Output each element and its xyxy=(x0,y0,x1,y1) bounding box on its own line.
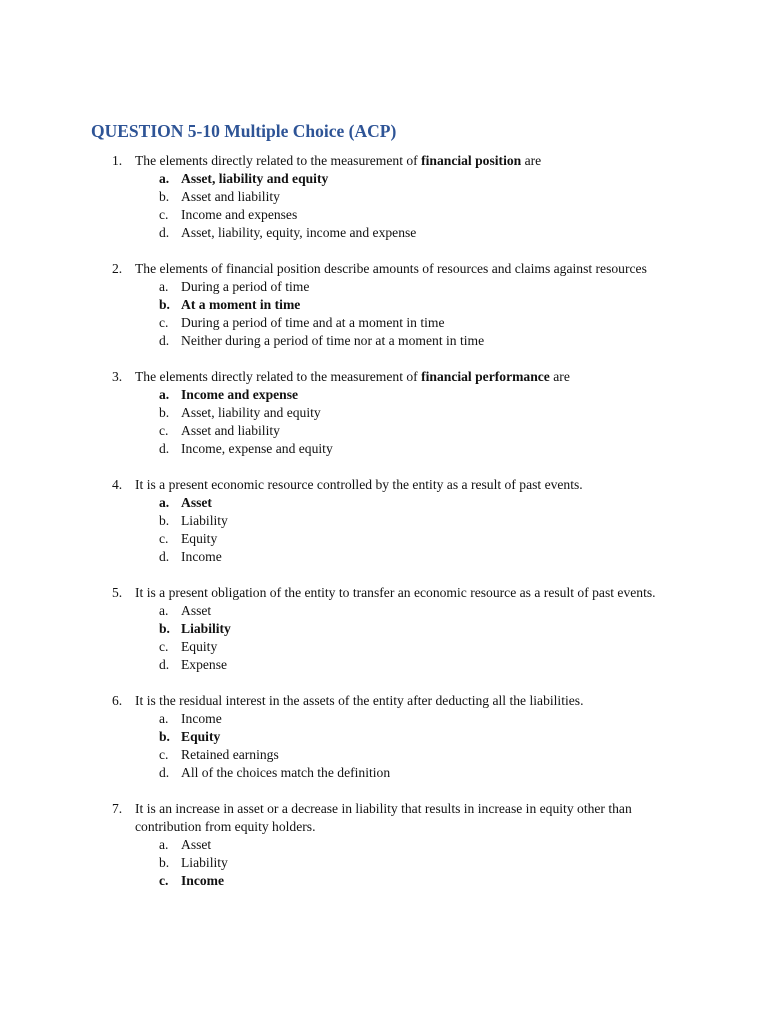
option-text: Asset xyxy=(181,495,212,510)
option-text: Neither during a period of time nor at a moment in time xyxy=(181,333,485,348)
answer-option xyxy=(135,746,688,764)
option-text: Liability xyxy=(181,513,228,528)
question-number: 2. xyxy=(112,261,123,276)
option-letter: b. xyxy=(159,297,170,312)
option-text: Expense xyxy=(181,657,228,672)
question-text-part: are xyxy=(549,369,570,384)
option-letter: a. xyxy=(159,837,169,852)
option-letter: c. xyxy=(159,747,169,762)
question-text xyxy=(135,260,688,278)
question-text-part: The elements directly related to the measurement of xyxy=(135,369,422,384)
question-item xyxy=(0,476,768,566)
option-letter: c. xyxy=(159,315,169,330)
option-letter: c. xyxy=(159,423,169,438)
option-text: At a moment in time xyxy=(181,297,301,312)
option-text: Asset, liability and equity xyxy=(181,405,321,420)
option-letter: a. xyxy=(159,495,170,510)
question-item xyxy=(0,260,768,350)
question-text-part: It is the residual interest in the assets of the entity after deducting all the liabilities. xyxy=(135,693,584,708)
question-text xyxy=(135,800,688,836)
question-text-part: It is a present economic resource controlled by the entity as a result of past events. xyxy=(135,477,583,492)
answer-option-correct xyxy=(135,728,688,746)
option-text: Equity xyxy=(181,639,218,654)
option-letter: c. xyxy=(159,639,169,654)
answer-option-correct xyxy=(135,170,688,188)
question-text xyxy=(135,584,688,602)
option-letter: b. xyxy=(159,513,170,528)
answer-option xyxy=(135,512,688,530)
option-text: Asset, liability and equity xyxy=(181,171,329,186)
option-text: Income, expense and equity xyxy=(181,441,333,456)
option-letter: a. xyxy=(159,279,169,294)
answer-option xyxy=(135,530,688,548)
option-list xyxy=(135,602,688,674)
option-text: Liability xyxy=(181,855,228,870)
option-letter: a. xyxy=(159,387,170,402)
question-emphasis: financial position xyxy=(421,153,522,168)
question-list xyxy=(0,152,768,908)
question-number: 6. xyxy=(112,693,123,708)
option-letter: a. xyxy=(159,603,169,618)
option-list xyxy=(135,170,688,242)
answer-option xyxy=(135,440,688,458)
question-text-part: are xyxy=(521,153,542,168)
option-text: Liability xyxy=(181,621,231,636)
answer-option xyxy=(135,206,688,224)
option-list xyxy=(135,710,688,782)
option-text: During a period of time and at a moment in time xyxy=(181,315,445,330)
answer-option-correct xyxy=(135,386,688,404)
question-text-part: The elements of financial position describe amounts of resources and claims against resources xyxy=(135,261,647,276)
question-text-part: It is a present obligation of the entity to transfer an economic resource as a result of past events. xyxy=(135,585,656,600)
option-letter: b. xyxy=(159,729,170,744)
answer-option xyxy=(135,332,688,350)
answer-option-correct xyxy=(135,296,688,314)
option-list xyxy=(135,836,688,890)
question-item xyxy=(0,692,768,782)
option-letter: a. xyxy=(159,711,169,726)
answer-option xyxy=(135,710,688,728)
option-letter: c. xyxy=(159,531,169,546)
question-text xyxy=(135,692,688,710)
question-item xyxy=(0,584,768,674)
question-number: 7. xyxy=(112,801,123,816)
option-letter: c. xyxy=(159,207,169,222)
question-item xyxy=(0,368,768,458)
option-letter: b. xyxy=(159,189,170,204)
option-letter: b. xyxy=(159,621,170,636)
answer-option xyxy=(135,188,688,206)
option-text: Income xyxy=(181,873,225,888)
answer-option-correct xyxy=(135,494,688,512)
answer-option-correct xyxy=(135,872,688,890)
answer-option xyxy=(135,404,688,422)
option-letter: b. xyxy=(159,855,170,870)
answer-option xyxy=(135,602,688,620)
answer-option xyxy=(135,854,688,872)
option-text: Income and expense xyxy=(181,387,299,402)
question-text xyxy=(135,368,688,386)
option-list xyxy=(135,278,688,350)
option-text: Retained earnings xyxy=(181,747,279,762)
answer-option xyxy=(135,224,688,242)
option-text: Asset xyxy=(181,837,212,852)
question-item xyxy=(0,800,768,890)
answer-option xyxy=(135,836,688,854)
answer-option xyxy=(135,422,688,440)
answer-option xyxy=(135,638,688,656)
section-title: QUESTION 5-10 Multiple Choice (ACP) xyxy=(91,121,397,141)
answer-option xyxy=(135,314,688,332)
question-text xyxy=(135,152,688,170)
question-number: 3. xyxy=(112,369,123,384)
option-letter: d. xyxy=(159,549,170,564)
option-text: Equity xyxy=(181,531,218,546)
option-text: Income xyxy=(181,711,222,726)
option-text: Income and expenses xyxy=(181,207,298,222)
answer-option xyxy=(135,548,688,566)
question-number: 5. xyxy=(112,585,123,600)
option-text: Asset, liability, equity, income and expense xyxy=(181,225,417,240)
question-text-part: The elements directly related to the measurement of xyxy=(135,153,422,168)
option-text: Asset and liability xyxy=(181,189,280,204)
question-text xyxy=(135,476,688,494)
option-letter: d. xyxy=(159,657,170,672)
question-emphasis: financial performance xyxy=(421,369,550,384)
option-text: All of the choices match the definition xyxy=(181,765,391,780)
answer-option xyxy=(135,656,688,674)
option-letter: d. xyxy=(159,441,170,456)
option-text: Asset xyxy=(181,603,212,618)
option-text: Asset and liability xyxy=(181,423,280,438)
option-letter: d. xyxy=(159,225,170,240)
option-text: Equity xyxy=(181,729,221,744)
option-letter: b. xyxy=(159,405,170,420)
option-letter: c. xyxy=(159,873,169,888)
option-text: During a period of time xyxy=(181,279,310,294)
question-number: 4. xyxy=(112,477,123,492)
option-letter: d. xyxy=(159,765,170,780)
answer-option-correct xyxy=(135,620,688,638)
question-text-part: It is an increase in asset or a decrease in liability that results in increase in equity other than contribution from equity holders. xyxy=(135,801,632,834)
option-text: Income xyxy=(181,549,222,564)
option-list xyxy=(135,494,688,566)
answer-option xyxy=(135,278,688,296)
option-letter: d. xyxy=(159,333,170,348)
answer-option xyxy=(135,764,688,782)
question-item xyxy=(0,152,768,242)
option-list xyxy=(135,386,688,458)
option-letter: a. xyxy=(159,171,170,186)
question-number: 1. xyxy=(112,153,123,168)
